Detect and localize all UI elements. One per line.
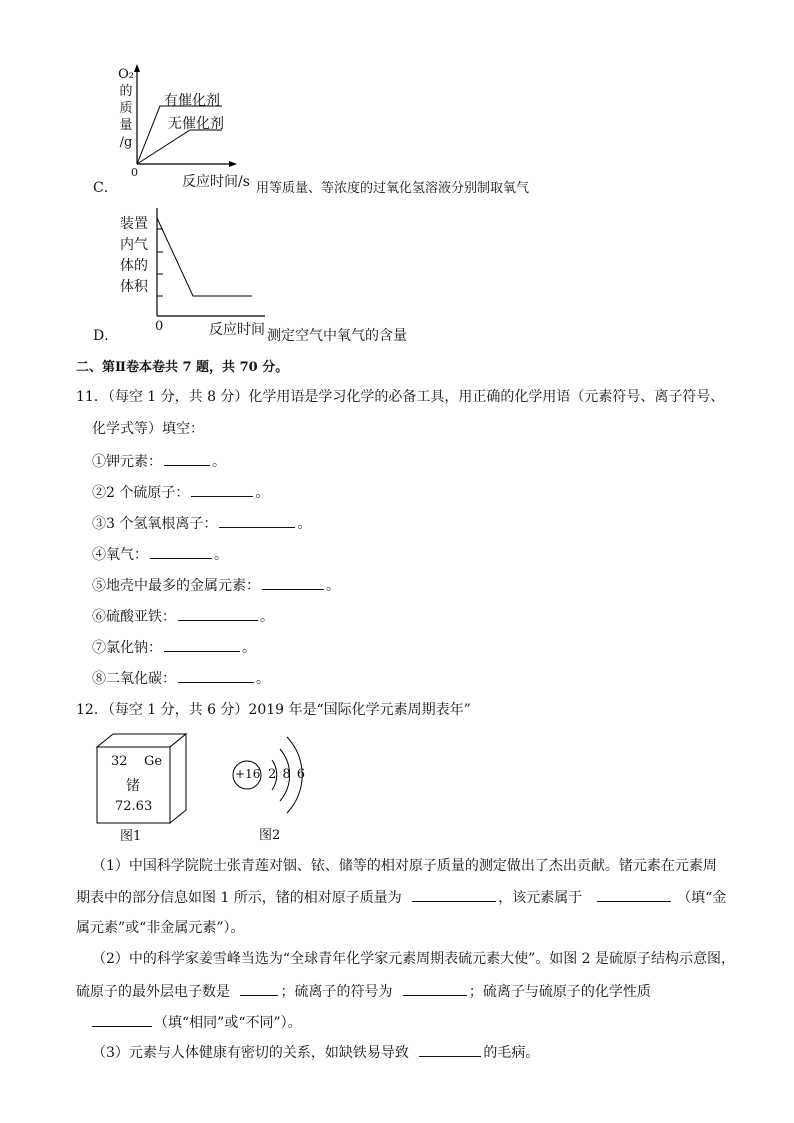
q12-p1-line3: 属元素”或“非金属元素”）。 — [76, 920, 245, 936]
q12-p3-text: （3）元素与人体健康有密切的关系，如缺铁易导致 — [92, 1045, 409, 1061]
q11-item-end: 。 — [297, 516, 312, 532]
element-symbol: Ge — [144, 754, 163, 769]
q11-item — [92, 637, 256, 657]
q11-item-end: 。 — [326, 578, 340, 594]
q11-item-label: ③3 个氢氧根离子： — [92, 516, 218, 532]
graph-c-xlabel: 反应时间/s — [182, 174, 250, 190]
figure-1-caption: 图1 — [120, 829, 142, 844]
q12-p1-text: 期表中的部分信息如图 1 所示，锗的相对原子质量为 — [76, 890, 402, 906]
graph-c-ylabel — [118, 66, 134, 151]
ylabel-char: 的 — [119, 84, 133, 99]
graph-d — [90, 208, 570, 350]
answer-blank[interactable] — [597, 889, 671, 902]
answer-blank[interactable] — [240, 983, 278, 996]
answer-blank[interactable] — [219, 515, 295, 528]
figure-1-element-card — [94, 731, 204, 843]
q11-item-end: 。 — [260, 609, 274, 625]
q12-p1-text: （填“金 — [677, 890, 727, 906]
section-heading: 二、第Ⅱ卷本卷共 7 题，共 70 分。 — [76, 360, 289, 375]
answer-blank[interactable] — [419, 1044, 481, 1057]
electron-counts: 2 8 6 — [268, 767, 306, 782]
q12-p2-text: ；硫离子与硫原子的化学性质 — [468, 984, 651, 1000]
no-catalyst-curve — [137, 130, 222, 164]
q11-stem-line1: 11．（每空 1 分，共 8 分）化学用语是学习化学的必备工具，用正确的化学用语（元素符号、离子符号、 — [76, 389, 725, 405]
q11-item — [92, 544, 228, 564]
q12-p2-text: 硫原子的最外层电子数是 — [76, 984, 230, 1000]
q11-item-end: 。 — [212, 454, 226, 470]
q11-item-end: 。 — [242, 640, 256, 656]
ylabel-line: 体的 — [120, 258, 148, 274]
graph-d-origin: 0 — [155, 319, 164, 334]
q11-item-end: 。 — [255, 485, 270, 501]
graph-d-caption: 测定空气中氧气的含量 — [267, 328, 407, 344]
answer-blank[interactable] — [403, 983, 467, 996]
graph-d-xlabel: 反应时间 — [209, 322, 265, 338]
graph-c-caption: 用等质量、等浓度的过氧化氢溶液分别制取氧气 — [256, 181, 530, 196]
figure-2-atom-diagram — [226, 724, 346, 846]
nucleus-charge: +16 — [235, 767, 261, 781]
q12-p2-line1: （2）中的科学家姜雪峰当选为“全球青年化学家元素周期表硫元素大使”。如图 2 是硫原子结构示意图， — [92, 951, 736, 967]
legend-catalyst: 有催化剂 — [164, 93, 220, 109]
ylabel-line: 体积 — [120, 279, 148, 295]
graph-c-origin: 0 — [131, 166, 138, 179]
option-c-label: C． — [93, 180, 118, 196]
q12-p1-text: ，该元素属于 — [498, 890, 583, 906]
q11-item-label: ⑥硫酸亚铁： — [92, 609, 176, 625]
figure-2-caption: 图2 — [259, 828, 281, 843]
graph-d-ylabel — [120, 214, 148, 298]
q12-p2-line3 — [92, 1012, 302, 1032]
ylabel-char: /g — [119, 135, 133, 150]
ylabel-char: 量 — [119, 118, 133, 133]
q12-p1-line2 — [76, 887, 726, 907]
element-name: 锗 — [126, 778, 140, 794]
q12-p2-text: （填“相同”或“不同”）。 — [154, 1015, 302, 1031]
atom-structure-svg — [226, 724, 346, 846]
q11-item — [92, 451, 226, 471]
q11-item — [92, 575, 340, 595]
atomic-mass: 72.63 — [115, 799, 153, 814]
answer-blank[interactable] — [164, 639, 240, 652]
q11-item-label: ①钾元素： — [92, 454, 162, 470]
answer-blank[interactable] — [178, 608, 258, 621]
q12-p2-line2 — [76, 981, 651, 1001]
q11-item-label: ④氧气： — [92, 547, 148, 563]
q11-item-label: ⑤地壳中最多的金属元素： — [92, 578, 260, 594]
q11-item — [92, 482, 269, 502]
q11-item — [92, 668, 270, 688]
answer-blank[interactable] — [150, 546, 212, 559]
legend-no-catalyst: 无催化剂 — [168, 116, 224, 132]
q12-stem: 12．（每空 1 分，共 6 分）2019 年是“国际化学元素周期表年” — [76, 702, 471, 718]
q12-p1-line1: （1）中国科学院院士张青莲对铟、铱、储等的相对原子质量的测定做出了杰出贡献。锗元素在元素周 — [92, 858, 717, 874]
answer-blank[interactable] — [262, 577, 324, 590]
option-d-label: D． — [93, 328, 119, 344]
q11-item — [92, 606, 274, 626]
q11-item-end: 。 — [256, 671, 270, 687]
ylabel-line: 装置 — [120, 216, 148, 232]
q11-item-label: ②2 个硫原子： — [92, 485, 190, 501]
q12-p3-line — [92, 1042, 539, 1062]
answer-blank[interactable] — [164, 453, 210, 466]
answer-blank[interactable] — [191, 484, 253, 497]
q11-item-end: 。 — [214, 547, 228, 563]
answer-blank[interactable] — [412, 889, 496, 902]
ylabel-line: 内气 — [120, 237, 148, 253]
atomic-number: 32 — [111, 754, 128, 769]
element-cube-svg — [94, 731, 204, 843]
q11-item-label: ⑦氯化钠： — [92, 640, 162, 656]
answer-blank[interactable] — [92, 1014, 152, 1027]
ylabel-char: 质 — [119, 101, 133, 116]
ylabel-char: O₂ — [118, 67, 134, 82]
q11-item-label: ⑧二氧化碳： — [92, 671, 176, 687]
volume-curve — [157, 218, 252, 296]
q12-p2-text: ；硫离子的符号为 — [280, 984, 393, 1000]
q11-stem-line2: 化学式等）填空： — [92, 421, 204, 437]
q12-p3-text: 的毛病。 — [483, 1045, 540, 1061]
graph-c — [90, 60, 570, 200]
answer-blank[interactable] — [178, 670, 254, 683]
q11-item — [92, 513, 311, 533]
